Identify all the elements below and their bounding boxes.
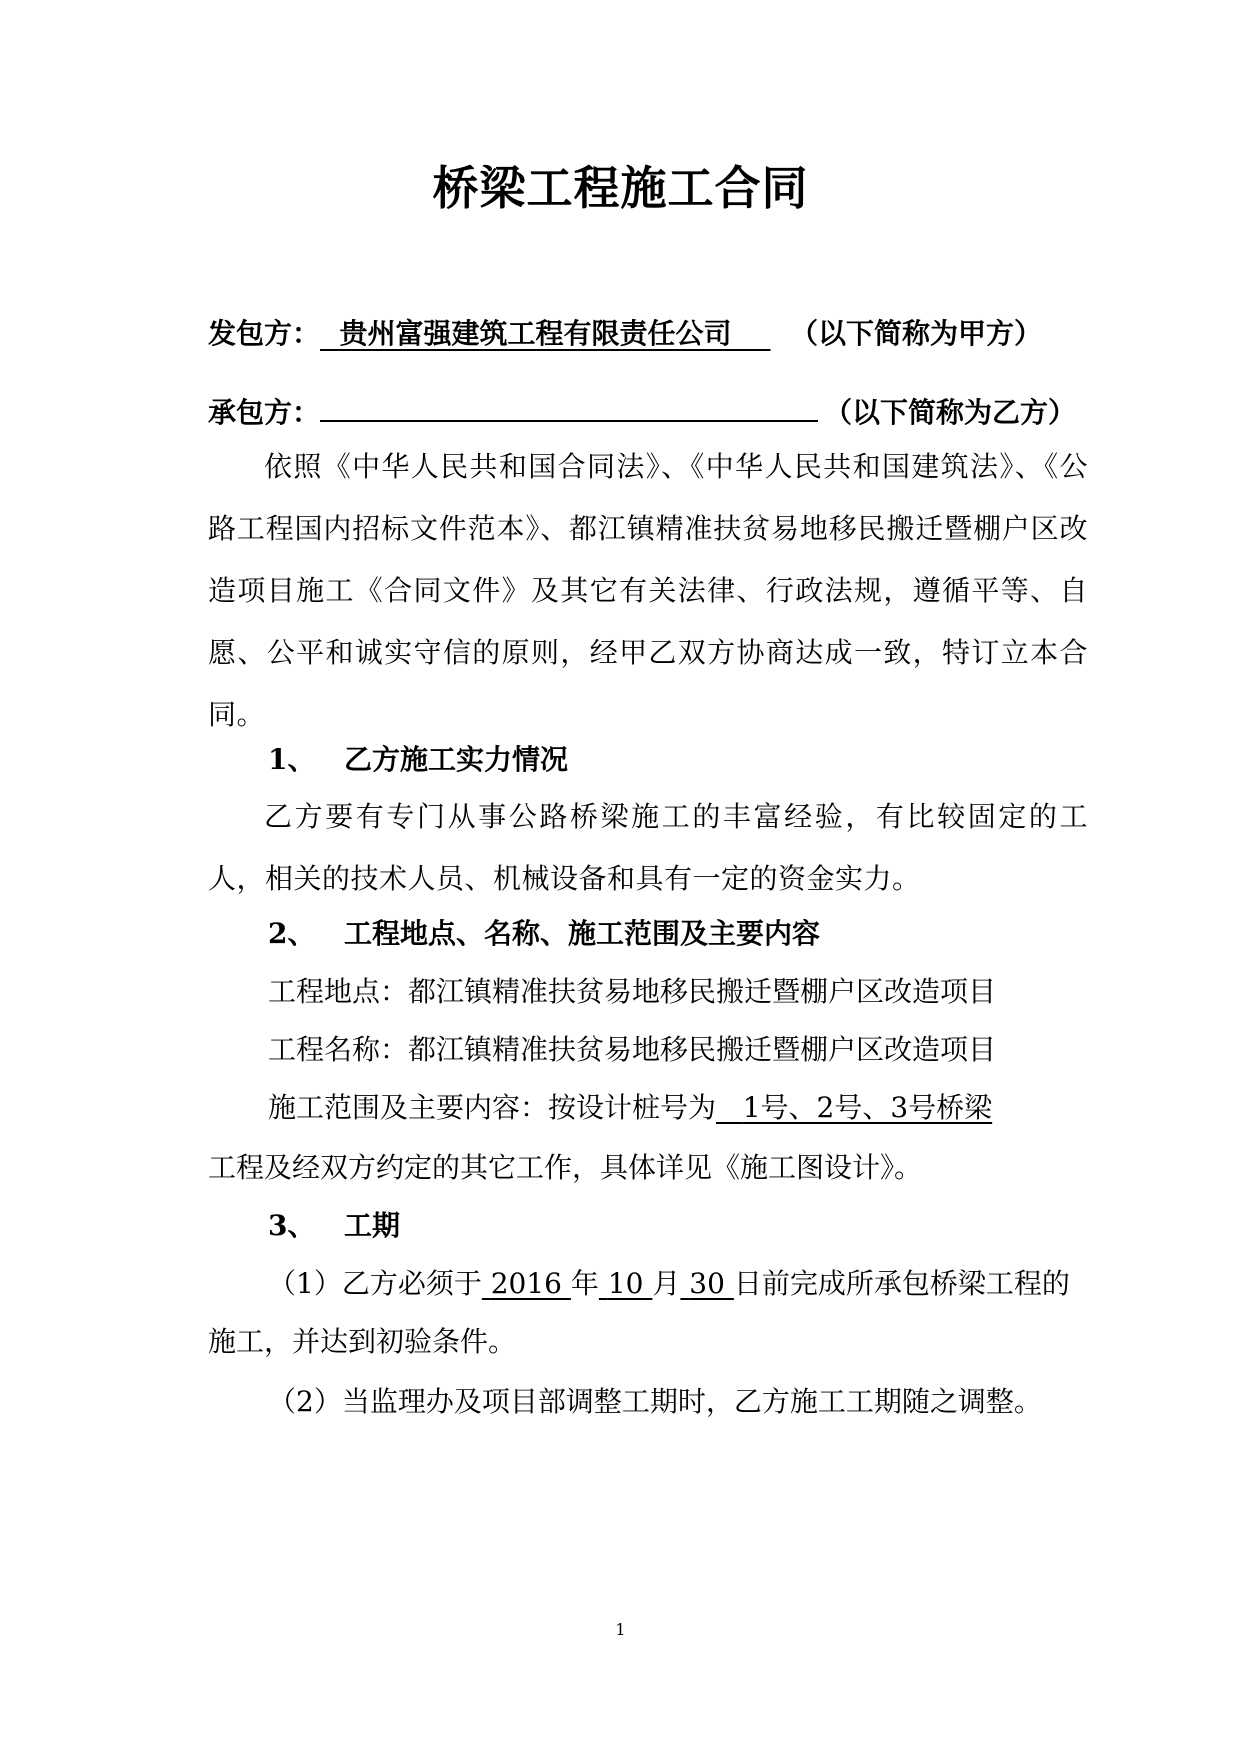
document-title: 桥梁工程施工合同 (432, 161, 809, 215)
project-location: 工程地点：都江镇精准扶贫易地移民搬迁暨棚户区改造项目 (268, 975, 997, 1008)
section-1-body: 乙方要有专门从事公路桥梁施工的丰富经验，有比较固定的工人，相关的技术人员、机械设备和具有一定的资金实力。 (208, 800, 1088, 895)
section-3-number: 3、 (268, 1209, 316, 1242)
scope-line-cont: 工程及经双方约定的其它工作，具体详见《施工图设计》。 (208, 1151, 923, 1184)
party-a-alias: （以下简称为甲方） (790, 317, 1043, 350)
section-1-heading (268, 738, 1148, 778)
section-2-heading (268, 912, 1148, 952)
party-a-name: 贵州富强建筑工程有限责任公司 (339, 317, 732, 350)
party-b-name-blank (320, 390, 818, 422)
schedule-adjust-line: （2）当监理办及项目部调整工期时，乙方施工工期随之调整。 (268, 1385, 1042, 1418)
section-1-title: 乙方施工实力情况 (344, 743, 569, 776)
page-number: 1 (615, 1620, 626, 1639)
party-a-label: 发包方： (208, 317, 321, 350)
party-a-line (208, 312, 1088, 352)
deadline-day: 30 (689, 1267, 725, 1300)
section-2-number: 2、 (268, 917, 316, 950)
party-b-alias: （以下简称为乙方） (824, 396, 1077, 429)
section-1-number: 1、 (268, 743, 316, 776)
section-3-title: 工期 (344, 1209, 401, 1242)
deadline-year: 2016 (490, 1267, 562, 1300)
section-2-title: 工程地点、名称、施工范围及主要内容 (344, 917, 821, 950)
project-name: 工程名称：都江镇精准扶贫易地移民搬迁暨棚户区改造项目 (268, 1033, 997, 1066)
party-b-line (208, 390, 1088, 431)
scope-line: 施工范围及主要内容：按设计桩号为 1号、2号、3号桥梁 (268, 1091, 993, 1124)
deadline-month: 10 (607, 1267, 644, 1300)
deadline-line-cont: 施工，并达到初验条件。 (208, 1325, 517, 1358)
scope-fill: 1号、2号、3号桥梁 (742, 1091, 993, 1124)
preamble-paragraph: 依照《中华人民共和国合同法》、《中华人民共和国建筑法》、《公路工程国内招标文件范本》、都江镇精准扶贫易地移民搬迁暨棚户区改造项目施工《合同文件》及其它有关法律、行政法规，遵循平等、自愿、公平和诚实守信的原则，经甲乙双方协商达成一致，特订立本合同。 (208, 450, 1088, 731)
party-b-label: 承包方： (208, 396, 321, 429)
section-3-heading (268, 1204, 1148, 1244)
deadline-line: （1）乙方必须于 2016 年 10 月 30 日前完成所承包桥梁工程的 (268, 1267, 1070, 1300)
